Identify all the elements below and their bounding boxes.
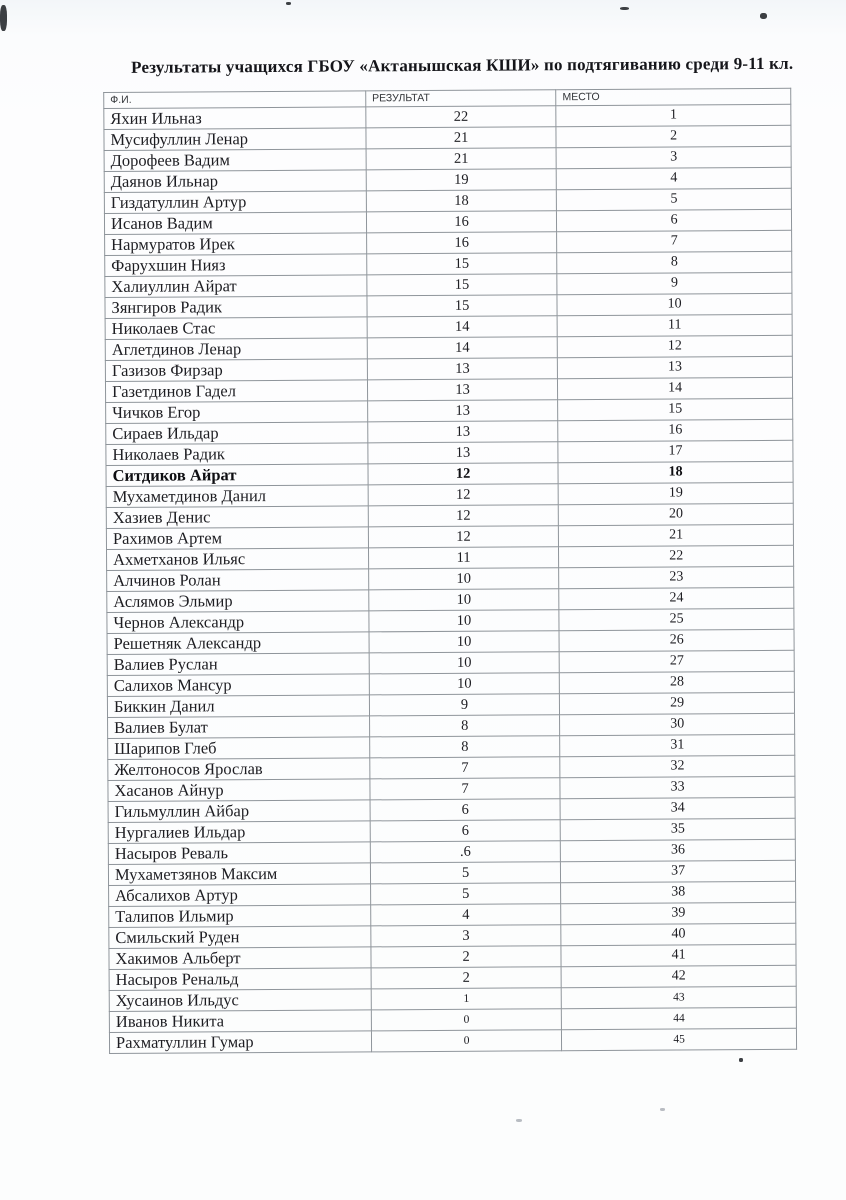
- result-value: 13: [367, 400, 557, 422]
- header-name: Ф.И.: [104, 91, 366, 109]
- place-value: 35: [560, 818, 795, 840]
- place-value: 8: [557, 251, 792, 273]
- place-value: 30: [560, 713, 795, 735]
- result-value: 6: [370, 820, 560, 842]
- place-value: 39: [561, 902, 796, 924]
- result-value: 16: [366, 232, 556, 254]
- result-value: 12: [368, 526, 558, 548]
- place-value: 32: [560, 755, 795, 777]
- document-title: Результаты учащихся ГБОУ «Актанышская КШИ» по подтягиванию среди 9-11 кл.: [130, 53, 794, 77]
- place-value: 34: [560, 797, 795, 819]
- result-value: 10: [369, 589, 559, 611]
- student-name: Смильский Руден: [109, 926, 371, 949]
- student-name: Ахметханов Ильяс: [107, 548, 369, 571]
- student-name: Салихов Мансур: [107, 674, 369, 697]
- result-value: 10: [369, 631, 559, 653]
- student-name: Хасанов Айнур: [108, 779, 370, 802]
- student-name: Рахимов Артем: [106, 527, 368, 550]
- place-value: 11: [557, 314, 792, 336]
- result-value: 12: [368, 505, 558, 527]
- result-value: 18: [366, 190, 556, 212]
- result-value: 7: [370, 778, 560, 800]
- place-value: 31: [560, 734, 795, 756]
- result-value: 19: [366, 169, 556, 191]
- place-value: 17: [558, 440, 793, 462]
- student-name: Мухаметзянов Максим: [108, 863, 370, 886]
- student-name: Алчинов Ролан: [107, 569, 369, 592]
- place-value: 41: [561, 944, 796, 966]
- place-value: 5: [557, 188, 792, 210]
- result-value: 22: [366, 106, 556, 128]
- place-value: 12: [557, 335, 792, 357]
- student-name: Абсалихов Артур: [109, 884, 371, 907]
- place-value: 25: [559, 608, 794, 630]
- result-value: .6: [370, 841, 560, 863]
- place-value: 13: [558, 356, 793, 378]
- place-value: 43: [561, 986, 796, 1008]
- place-value: 7: [557, 230, 792, 252]
- student-name: Халиуллин Айрат: [105, 275, 367, 298]
- student-name: Исанов Вадим: [104, 212, 366, 235]
- result-value: 8: [370, 736, 560, 758]
- place-value: 33: [560, 776, 795, 798]
- result-value: 4: [371, 904, 561, 926]
- student-name: Гиздатуллин Артур: [104, 191, 366, 214]
- scan-artifact: [760, 13, 767, 19]
- place-value: 27: [559, 650, 794, 672]
- place-value: 29: [560, 692, 795, 714]
- student-name: Иванов Никита: [109, 1010, 371, 1033]
- student-name: Чернов Александр: [107, 611, 369, 634]
- student-name: Нармуратов Ирек: [105, 233, 367, 256]
- result-value: 21: [366, 127, 556, 149]
- result-value: 13: [368, 421, 558, 443]
- student-name: Желтоносов Ярослав: [108, 758, 370, 781]
- result-value: 14: [367, 316, 557, 338]
- scan-artifact: [0, 5, 7, 31]
- result-value: 15: [367, 253, 557, 275]
- place-value: 10: [557, 293, 792, 315]
- student-name: Газизов Фирзар: [105, 359, 367, 382]
- result-value: 5: [370, 862, 560, 884]
- place-value: 44: [562, 1007, 797, 1029]
- result-value: 16: [366, 211, 556, 233]
- student-name: Хусаинов Ильдус: [109, 989, 371, 1012]
- student-name: Решетняк Александр: [107, 632, 369, 655]
- document-content: [103, 54, 801, 1054]
- table-body: [104, 104, 797, 1053]
- student-name: Николаев Стас: [105, 317, 367, 340]
- place-value: 20: [559, 503, 794, 525]
- result-value: 3: [371, 925, 561, 947]
- place-value: 40: [561, 923, 796, 945]
- result-value: 13: [368, 442, 558, 464]
- place-value: 42: [561, 965, 796, 987]
- results-table: [103, 88, 797, 1054]
- student-name: Валиев Булат: [108, 716, 370, 739]
- place-value: 28: [560, 671, 795, 693]
- table-row: [109, 1028, 796, 1053]
- header-place: МЕСТО: [556, 88, 791, 105]
- place-value: 36: [561, 839, 796, 861]
- result-value: 12: [368, 484, 558, 506]
- result-value: 0: [371, 1030, 561, 1052]
- student-name: Насыров Ренальд: [109, 968, 371, 991]
- student-name: Газетдинов Гадел: [105, 380, 367, 403]
- header-result: РЕЗУЛЬТАТ: [366, 90, 556, 107]
- place-value: 19: [558, 482, 793, 504]
- result-value: 10: [369, 610, 559, 632]
- place-value: 6: [557, 209, 792, 231]
- student-name: Аслямов Эльмир: [107, 590, 369, 613]
- result-value: 2: [371, 946, 561, 968]
- place-value: 45: [562, 1028, 797, 1050]
- place-value: 24: [559, 587, 794, 609]
- result-value: 11: [368, 547, 558, 569]
- result-value: 15: [367, 274, 557, 296]
- place-value: 37: [561, 860, 796, 882]
- result-value: 7: [370, 757, 560, 779]
- place-value: 4: [556, 167, 791, 189]
- student-name: Рахматуллин Гумар: [109, 1031, 371, 1054]
- student-name: Яхин Ильназ: [104, 107, 366, 130]
- student-name: Хазиев Денис: [106, 506, 368, 529]
- result-value: 13: [367, 379, 557, 401]
- place-value: 16: [558, 419, 793, 441]
- result-value: 10: [369, 673, 559, 695]
- place-value: 3: [556, 146, 791, 168]
- scan-artifact: [286, 2, 291, 5]
- place-value: 2: [556, 125, 791, 147]
- student-name: Хакимов Альберт: [109, 947, 371, 970]
- student-name: Гильмуллин Айбар: [108, 800, 370, 823]
- result-value: 12: [368, 463, 558, 485]
- scan-artifact: [516, 1119, 522, 1122]
- result-value: 2: [371, 967, 561, 989]
- result-value: 9: [369, 694, 559, 716]
- student-name: Мухаметдинов Данил: [106, 485, 368, 508]
- scan-artifact: [660, 1108, 665, 1111]
- place-value: 23: [559, 566, 794, 588]
- result-value: 1: [371, 988, 561, 1010]
- place-value: 38: [561, 881, 796, 903]
- student-name: Мусифуллин Ленар: [104, 128, 366, 151]
- place-value: 26: [559, 629, 794, 651]
- student-name: Шарипов Глеб: [108, 737, 370, 760]
- student-name: Фарухшин Нияз: [105, 254, 367, 277]
- result-value: 14: [367, 337, 557, 359]
- student-name: Сираев Ильдар: [106, 422, 368, 445]
- place-value: 14: [558, 377, 793, 399]
- student-name: Даянов Ильнар: [104, 170, 366, 193]
- scan-artifact: [620, 7, 629, 10]
- result-value: 10: [369, 568, 559, 590]
- student-name: Зянгиров Радик: [105, 296, 367, 319]
- student-name: Нургалиев Ильдар: [108, 821, 370, 844]
- place-value: 1: [556, 104, 791, 126]
- result-value: 5: [370, 883, 560, 905]
- student-name: Аглетдинов Ленар: [105, 338, 367, 361]
- result-value: 10: [369, 652, 559, 674]
- student-name: Ситдиков Айрат: [106, 464, 368, 487]
- result-value: 0: [371, 1009, 561, 1031]
- result-value: 15: [367, 295, 557, 317]
- student-name: Чичков Егор: [106, 401, 368, 424]
- student-name: Биккин Данил: [107, 695, 369, 718]
- student-name: Талипов Ильмир: [109, 905, 371, 928]
- result-value: 21: [366, 148, 556, 170]
- scan-artifact: [739, 1058, 743, 1062]
- student-name: Николаев Радик: [106, 443, 368, 466]
- result-value: 13: [367, 358, 557, 380]
- place-value: 9: [557, 272, 792, 294]
- place-value: 22: [559, 545, 794, 567]
- place-value: 15: [558, 398, 793, 420]
- place-value: 18: [558, 461, 793, 483]
- student-name: Насыров Реваль: [108, 842, 370, 865]
- result-value: 6: [370, 799, 560, 821]
- result-value: 8: [369, 715, 559, 737]
- student-name: Дорофеев Вадим: [104, 149, 366, 172]
- place-value: 21: [559, 524, 794, 546]
- student-name: Валиев Руслан: [107, 653, 369, 676]
